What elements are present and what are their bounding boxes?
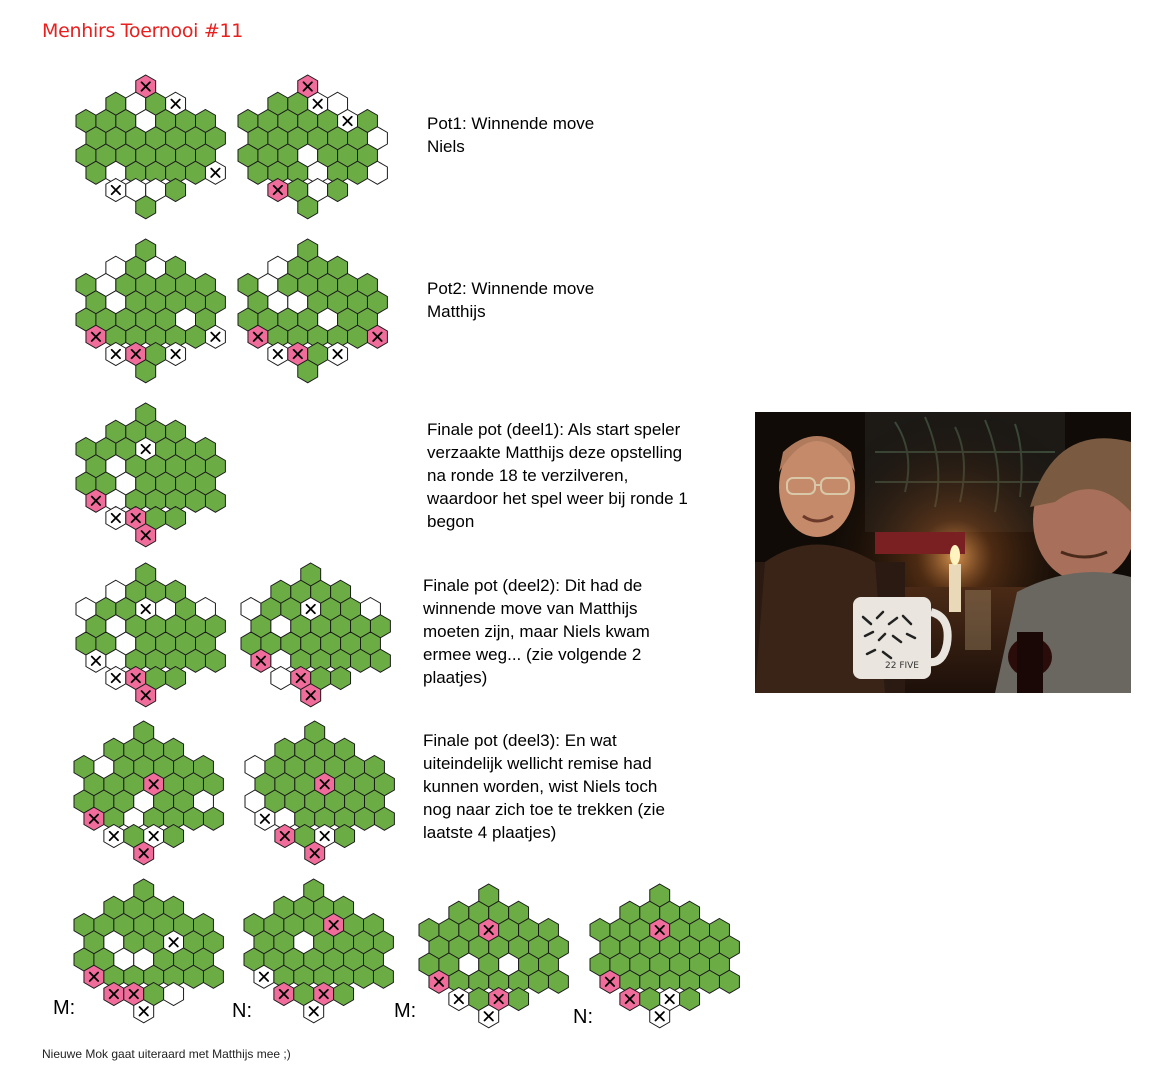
hex-cell-marked-empty (328, 343, 348, 366)
hex-cell-green (680, 988, 700, 1011)
hex-cell-green (186, 161, 206, 184)
hex-cell-marked-pink (305, 842, 325, 865)
hex-cell-marked-pink (84, 807, 104, 830)
hex-cell-green (374, 807, 394, 830)
hex-cell-green (354, 965, 374, 988)
hex-board-svg (418, 883, 569, 1029)
hex-board-svg (75, 402, 226, 548)
hex-cell-marked-pink (620, 988, 640, 1011)
caption-final-1: Finale pot (deel1): Als start speler verzaakte Matthijs deze opstelling na ronde 18 te verzilveren, waardoor het spel weer bij ronde 1 begon (427, 420, 688, 531)
hex-board-svg (240, 562, 391, 708)
tournament-photo (755, 412, 1131, 693)
hex-cell-green (700, 970, 720, 993)
hex-cell-green (205, 649, 225, 672)
hex-cell-marked-pink (251, 649, 271, 672)
hex-cell-green (203, 807, 223, 830)
hex-cell-marked-pink (104, 983, 124, 1006)
hex-board-svg (75, 238, 226, 384)
board-pot1-b (237, 74, 388, 220)
hex-board-svg (237, 238, 388, 384)
hex-cell-green (186, 489, 206, 512)
hex-board-svg (75, 562, 226, 708)
footer-note: Nieuwe Mok gaat uiteraard met Matthijs mee ;) (42, 1047, 291, 1061)
hex-cell-green (331, 667, 351, 690)
hex-cell-marked-empty (205, 161, 225, 184)
hex-cell-green (298, 360, 318, 383)
hex-cell-green (351, 649, 371, 672)
hex-cell-green (548, 970, 568, 993)
board-pot1-a (75, 74, 226, 220)
hex-cell-green (298, 196, 318, 219)
hex-cell-green (136, 196, 156, 219)
hex-cell-marked-empty (106, 343, 126, 366)
caption-pot1: Pot1: Winnende move Niels (427, 114, 595, 156)
board-pot2-a (75, 238, 226, 384)
hex-cell-green (184, 807, 204, 830)
hex-cell-marked-pink (86, 489, 106, 512)
board-end-n1 (243, 878, 394, 1024)
board-final-2a (75, 562, 226, 708)
caption-pot2: Pot2: Winnende move Matthijs (427, 279, 595, 321)
hex-cell-green (166, 667, 186, 690)
hex-cell-marked-empty (106, 667, 126, 690)
hex-cell-marked-pink (248, 325, 268, 348)
hex-board-svg (237, 74, 388, 220)
hex-cell-marked-empty (166, 343, 186, 366)
board-end-n2 (589, 883, 740, 1029)
board-label-n1: N: (232, 1000, 252, 1022)
board-final-3a (73, 720, 224, 866)
hex-cell-green (166, 179, 186, 202)
hex-cell-green (328, 179, 348, 202)
hex-cell-green (348, 325, 368, 348)
hex-cell-marked-pink (86, 325, 106, 348)
hex-cell-marked-pink (301, 684, 321, 707)
hex-cell-marked-pink (600, 970, 620, 993)
hex-cell-green (203, 965, 223, 988)
hex-cell-empty (367, 161, 387, 184)
hex-cell-marked-pink (367, 325, 387, 348)
board-label-m2: M: (394, 1000, 417, 1022)
hex-board-svg (73, 878, 224, 1024)
hex-cell-marked-pink (84, 965, 104, 988)
hex-cell-green (164, 825, 184, 848)
mug-text: 22 FIVE (885, 661, 919, 671)
hex-cell-marked-pink (134, 842, 154, 865)
caption-final-2: Finale pot (deel2): Dit had de winnende move van Matthijs moeten zijn, maar Niels kwam ermee weg... (zie volgende 2 plaatjes) (423, 576, 650, 687)
page-title: Menhirs Toernooi #11 (42, 20, 244, 42)
hex-board-svg (73, 720, 224, 866)
caption-final-3: Finale pot (deel3): En wat uiteindelijk wellicht remise had kunnen worden, wist Niels toch nog naar zich toe te trekken (zie laatste 4 plaatjes) (423, 731, 665, 842)
hex-cell-empty (271, 667, 291, 690)
hex-cell-green (205, 489, 225, 512)
hex-cell-marked-empty (104, 825, 124, 848)
board-final-1 (75, 402, 226, 548)
board-final-2b (240, 562, 391, 708)
hex-cell-marked-empty (106, 179, 126, 202)
hex-cell-green (335, 825, 355, 848)
hex-cell-marked-empty (86, 649, 106, 672)
hex-cell-marked-empty (650, 1005, 670, 1028)
board-label-m1: M: (53, 997, 76, 1019)
hex-cell-green (136, 360, 156, 383)
hex-cell-marked-empty (304, 1000, 324, 1023)
hex-cell-marked-empty (255, 807, 275, 830)
hex-board-svg (589, 883, 740, 1029)
hex-cell-green (186, 325, 206, 348)
board-pot2-b (237, 238, 388, 384)
hex-cell-green (355, 807, 375, 830)
hex-cell-green (529, 970, 549, 993)
hex-cell-marked-empty (268, 343, 288, 366)
hex-cell-marked-pink (136, 684, 156, 707)
hex-board-svg (75, 74, 226, 220)
hex-cell-marked-empty (479, 1005, 499, 1028)
hex-cell-marked-pink (275, 825, 295, 848)
hex-cell-green (719, 970, 739, 993)
hex-cell-marked-empty (106, 507, 126, 530)
board-label-n2: N: (573, 1006, 593, 1028)
hex-cell-green (248, 161, 268, 184)
photo-illustration (755, 412, 1131, 693)
hex-cell-green (184, 965, 204, 988)
hex-board-svg (243, 878, 394, 1024)
hex-cell-marked-empty (134, 1000, 154, 1023)
hex-cell-green (373, 965, 393, 988)
hex-cell-green (166, 507, 186, 530)
hex-cell-marked-empty (254, 965, 274, 988)
hex-cell-marked-pink (268, 179, 288, 202)
hex-cell-marked-empty (205, 325, 225, 348)
hex-cell-green (186, 649, 206, 672)
hex-cell-green (86, 161, 106, 184)
hex-cell-green (370, 649, 390, 672)
board-end-m2 (418, 883, 569, 1029)
board-final-3b (244, 720, 395, 866)
hex-cell-green (348, 161, 368, 184)
hex-cell-green (334, 983, 354, 1006)
hex-cell-green (509, 988, 529, 1011)
hex-cell-marked-pink (274, 983, 294, 1006)
board-end-m1 (73, 878, 224, 1024)
hex-cell-marked-empty (449, 988, 469, 1011)
hex-cell-empty (164, 983, 184, 1006)
hex-cell-marked-pink (136, 524, 156, 547)
hex-cell-marked-pink (429, 970, 449, 993)
hex-board-svg (244, 720, 395, 866)
